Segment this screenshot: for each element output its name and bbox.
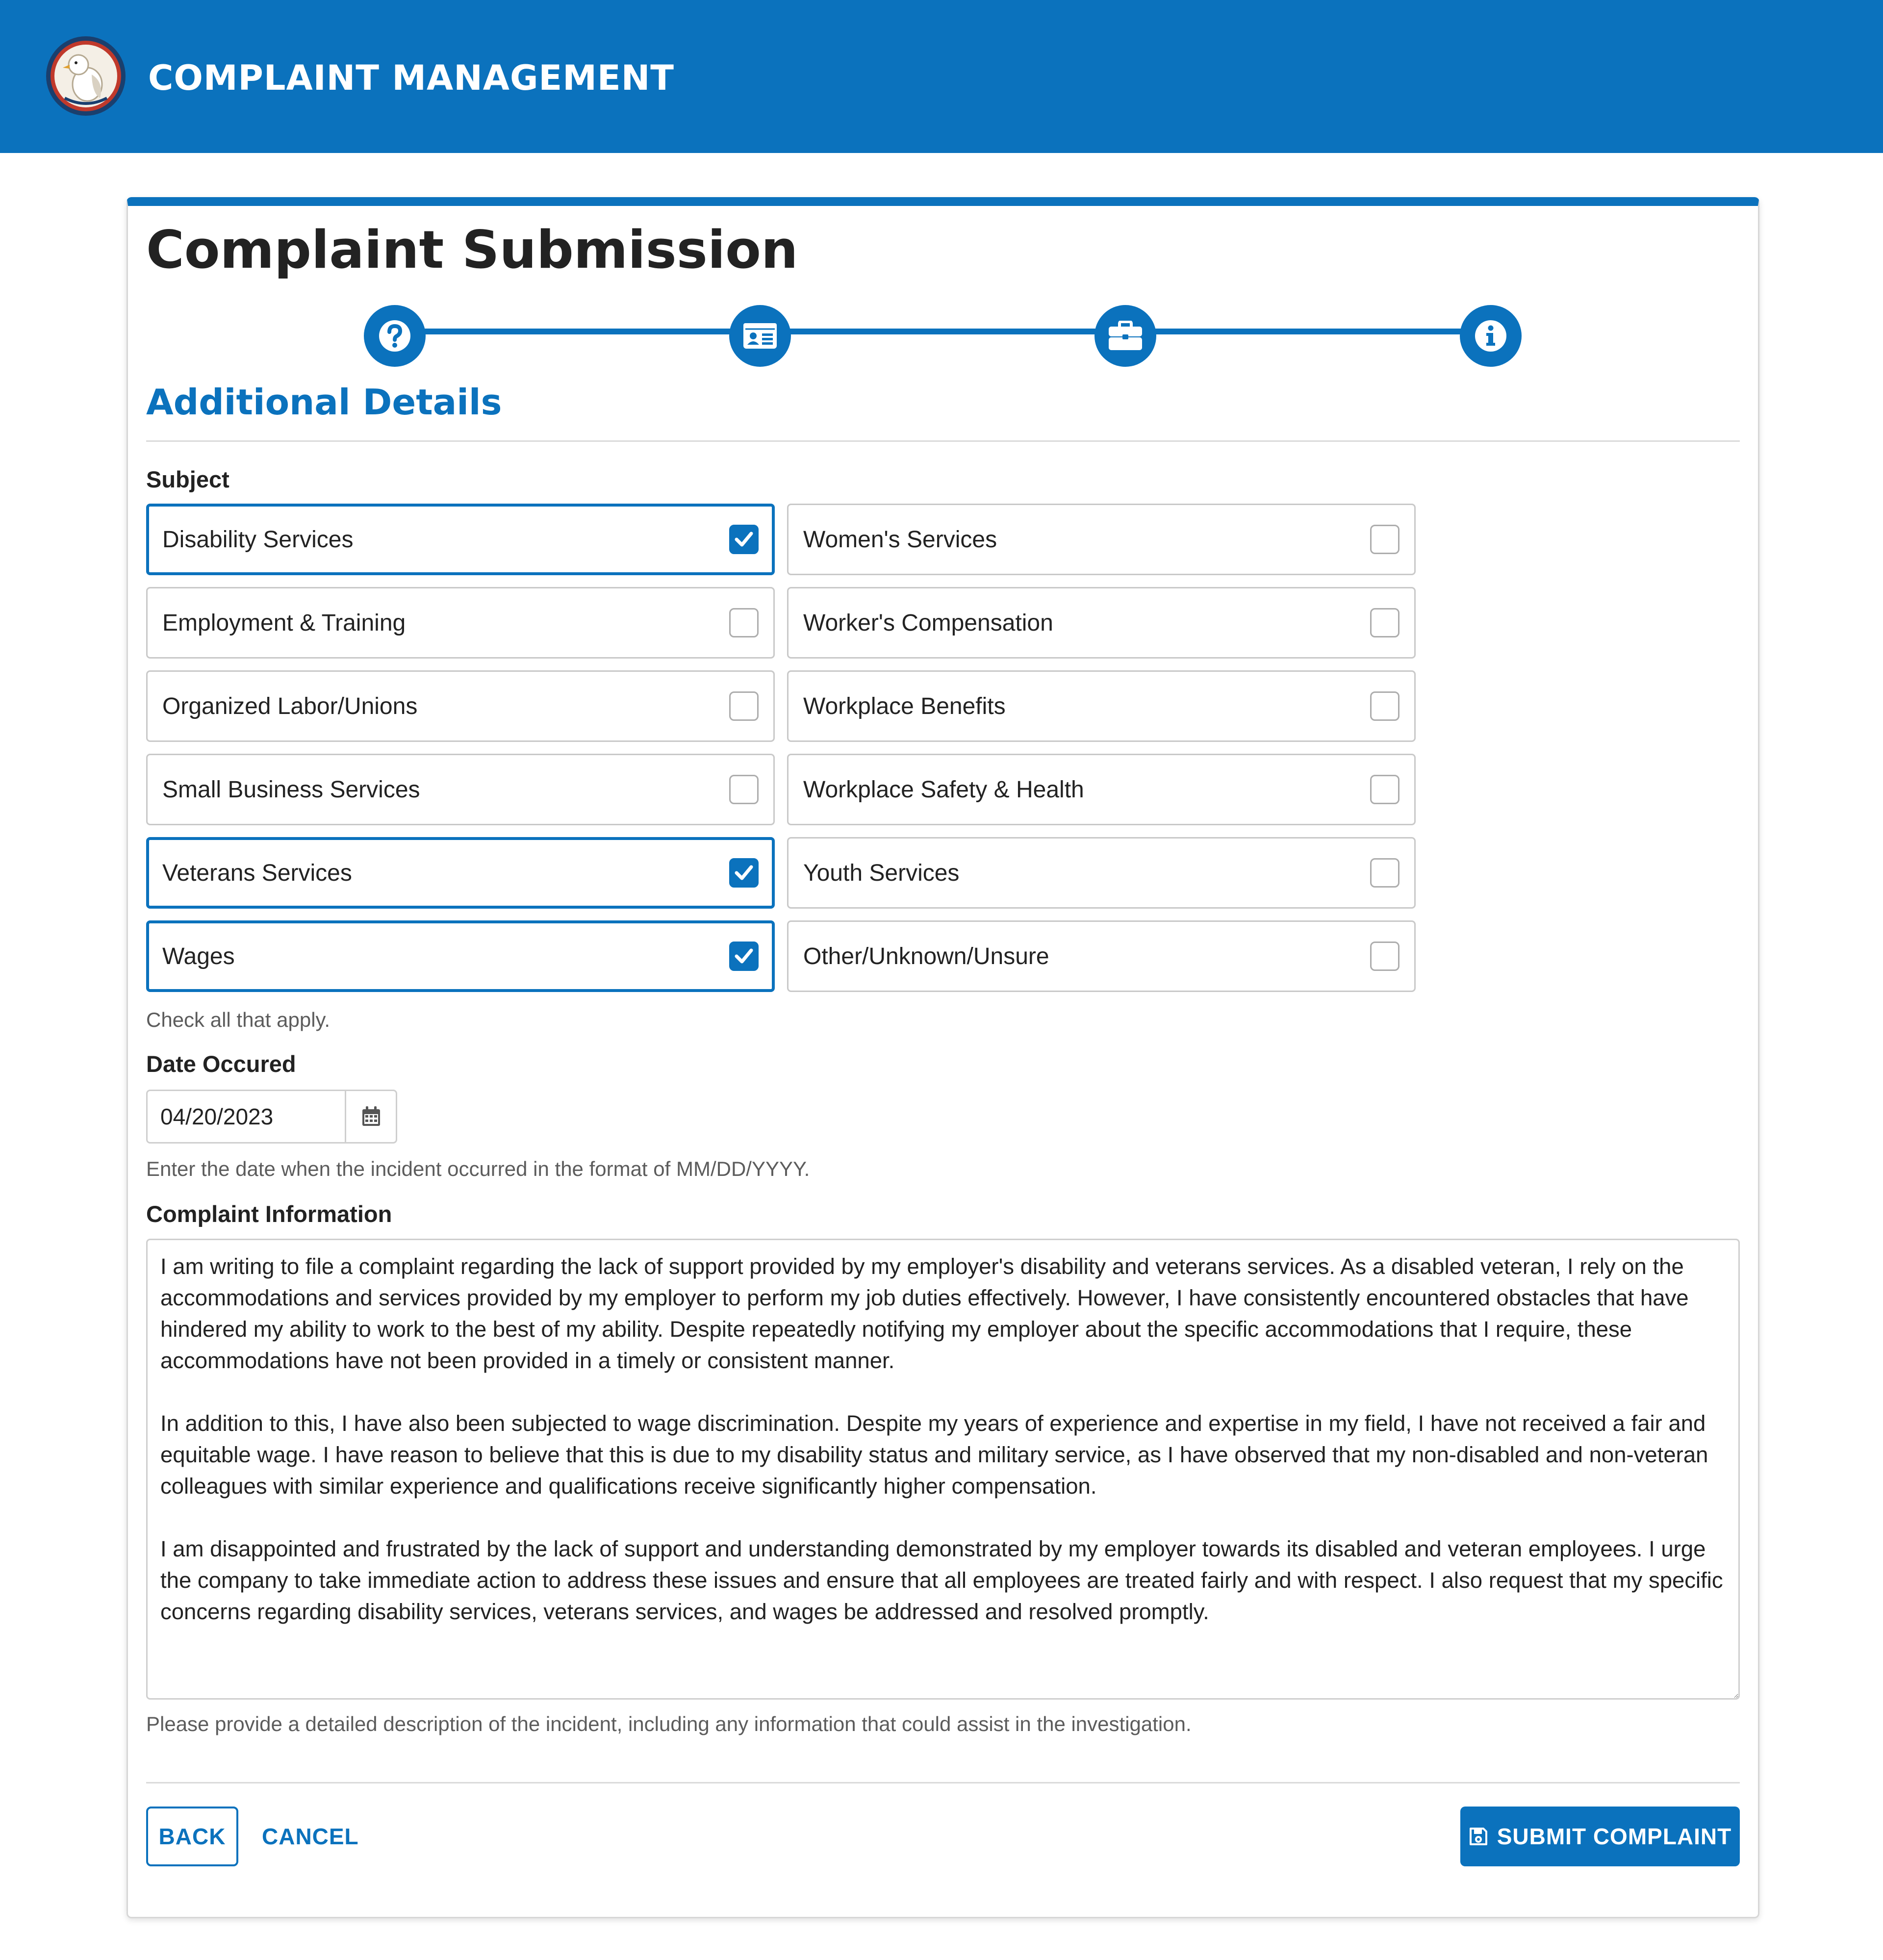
date-input[interactable]: [148, 1091, 345, 1142]
checkbox-workplace-safety-health[interactable]: [787, 754, 1416, 825]
page-title: Complaint Submission: [146, 220, 798, 280]
save-icon: [1469, 1827, 1488, 1846]
checkbox-disability-services[interactable]: [146, 504, 775, 575]
checkbox-other-unknown-unsure[interactable]: [787, 920, 1416, 992]
checkbox-input[interactable]: [1370, 775, 1400, 804]
checkbox-input[interactable]: [1370, 525, 1400, 554]
step-4-info-icon[interactable]: [1460, 305, 1522, 367]
checkbox-womens-services[interactable]: [787, 504, 1416, 575]
bird-seal-logo: [45, 35, 127, 117]
subject-help-text: Check all that apply.: [146, 1008, 331, 1031]
checkbox-label: Workplace Benefits: [803, 693, 1006, 719]
cancel-button[interactable]: CANCEL: [262, 1824, 359, 1849]
checkbox-organized-labor-unions[interactable]: [146, 670, 775, 742]
step-3-briefcase-icon[interactable]: [1094, 305, 1156, 367]
app-title: COMPLAINT MANAGEMENT: [148, 58, 675, 98]
checkbox-label: Worker's Compensation: [803, 610, 1053, 636]
stepper-track: [395, 329, 1491, 334]
actions-divider: [146, 1782, 1740, 1783]
submit-label: SUBMIT COMPLAINT: [1497, 1824, 1732, 1849]
checkbox-input[interactable]: [729, 608, 759, 637]
checkbox-input[interactable]: [1370, 691, 1400, 721]
checkbox-workers-compensation[interactable]: [787, 587, 1416, 659]
complaint-textarea[interactable]: [146, 1239, 1740, 1700]
date-label: Date Occured: [146, 1051, 296, 1077]
complaint-help-text: Please provide a detailed description of the incident, including any information that could assist in the investigation.: [146, 1712, 1192, 1735]
checkbox-label: Employment & Training: [162, 610, 406, 636]
section-title: Additional Details: [146, 382, 502, 423]
calendar-icon: [361, 1106, 381, 1127]
calendar-button[interactable]: [345, 1091, 396, 1142]
checkbox-input[interactable]: [729, 942, 759, 971]
checkbox-input[interactable]: [729, 858, 759, 888]
checkbox-wages[interactable]: [146, 920, 775, 992]
checkbox-label: Veterans Services: [162, 860, 352, 886]
complaint-label: Complaint Information: [146, 1201, 392, 1227]
date-help-text: Enter the date when the incident occurred in the format of MM/DD/YYYY.: [146, 1157, 810, 1180]
back-button[interactable]: BACK: [146, 1807, 238, 1866]
checkbox-input[interactable]: [729, 525, 759, 554]
step-2-id-card-icon[interactable]: [729, 305, 791, 367]
date-picker: [146, 1090, 397, 1144]
checkbox-input[interactable]: [1370, 608, 1400, 637]
checkbox-employment-training[interactable]: [146, 587, 775, 659]
checkbox-input[interactable]: [729, 775, 759, 804]
checkbox-workplace-benefits[interactable]: [787, 670, 1416, 742]
checkbox-label: Disability Services: [162, 526, 354, 553]
checkbox-label: Organized Labor/Unions: [162, 693, 418, 719]
checkbox-veterans-services[interactable]: [146, 837, 775, 909]
checkbox-label: Workplace Safety & Health: [803, 776, 1084, 803]
checkbox-label: Wages: [162, 943, 235, 969]
submit-complaint-button[interactable]: [1460, 1807, 1740, 1866]
checkbox-label: Youth Services: [803, 860, 960, 886]
checkbox-label: Small Business Services: [162, 776, 420, 803]
checkbox-small-business-services[interactable]: [146, 754, 775, 825]
checkbox-input[interactable]: [729, 691, 759, 721]
section-divider: [146, 440, 1740, 442]
checkbox-label: Other/Unknown/Unsure: [803, 943, 1049, 969]
subject-label: Subject: [146, 466, 229, 492]
app-header: [0, 0, 1883, 153]
checkbox-input[interactable]: [1370, 942, 1400, 971]
checkbox-youth-services[interactable]: [787, 837, 1416, 909]
step-1-question-icon[interactable]: [364, 305, 426, 367]
checkbox-label: Women's Services: [803, 526, 997, 553]
checkbox-input[interactable]: [1370, 858, 1400, 888]
